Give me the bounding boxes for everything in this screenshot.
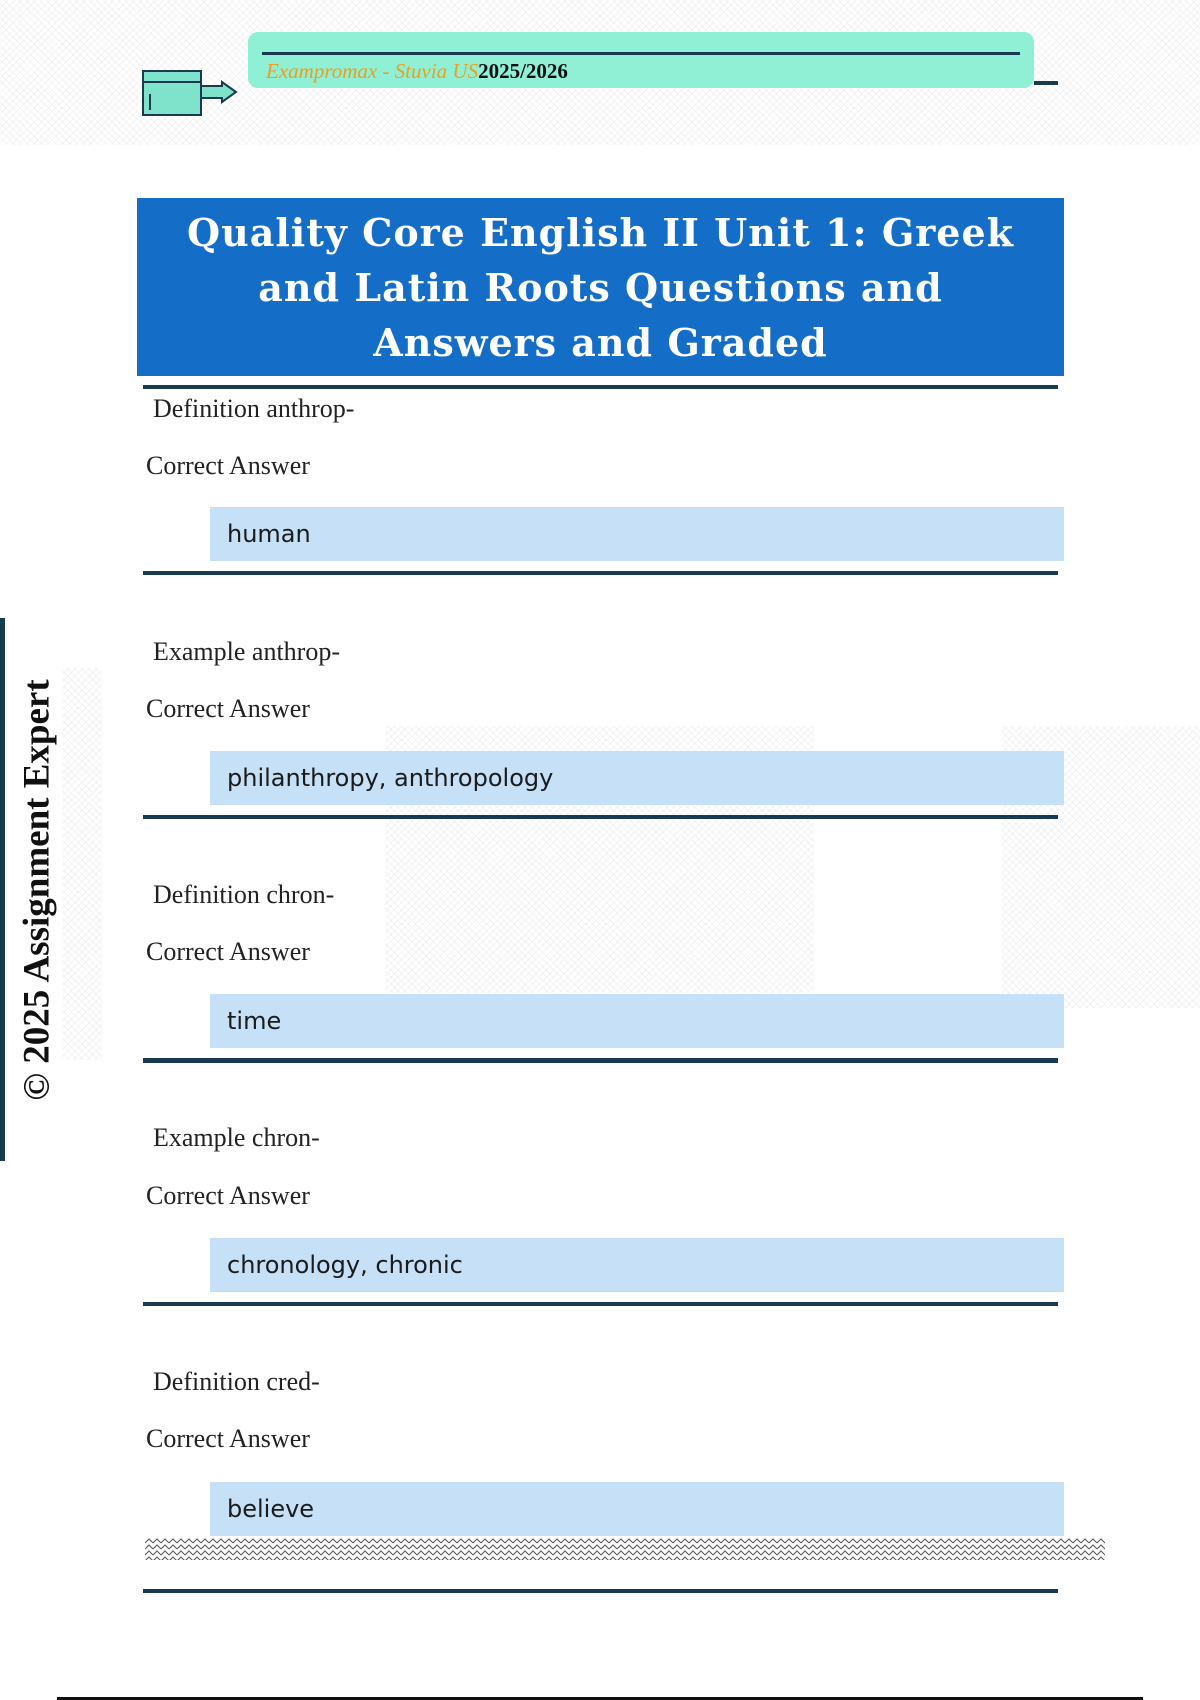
sidebar-accent-bar — [0, 618, 5, 1161]
section-divider — [143, 815, 1058, 819]
correct-answer-label: Correct Answer — [146, 451, 310, 480]
section-divider — [143, 1058, 1058, 1063]
header-divider — [262, 52, 1020, 55]
answer-text: time — [227, 1007, 282, 1035]
answer-box — [210, 507, 1064, 561]
question-label: Definition cred- — [153, 1367, 320, 1396]
answer-box — [210, 1482, 1064, 1536]
section-divider — [143, 1302, 1058, 1306]
header-text — [266, 58, 568, 84]
answer-text: chronology, chronic — [227, 1251, 463, 1279]
correct-answer-label: Correct Answer — [146, 1424, 310, 1453]
correct-answer-label: Correct Answer — [146, 1181, 310, 1210]
flag-icon — [142, 70, 238, 118]
section-divider — [143, 571, 1058, 575]
answer-box — [210, 1238, 1064, 1292]
decorative-zigzag-band — [145, 1538, 1105, 1560]
question-label: Example chron- — [153, 1123, 320, 1152]
section-divider — [143, 1589, 1058, 1593]
question-label: Definition chron- — [153, 880, 335, 909]
brand-name: Exampromax - Stuvia US — [266, 59, 479, 83]
correct-answer-label: Correct Answer — [146, 937, 310, 966]
academic-year: 2025/2026 — [478, 59, 568, 83]
section-divider — [143, 385, 1058, 389]
document-title-banner — [137, 198, 1064, 376]
question-label: Definition anthrop- — [153, 394, 355, 423]
answer-text: believe — [227, 1495, 315, 1523]
correct-answer-label: Correct Answer — [146, 694, 310, 723]
answer-text: human — [227, 520, 311, 548]
question-label: Example anthrop- — [153, 637, 340, 666]
header-divider-end — [1034, 81, 1058, 85]
answer-text: philanthropy, anthropology — [227, 764, 554, 792]
sidebar-watermark-strip — [62, 668, 102, 1060]
copyright-notice: © 2025 Assignment Expert — [16, 679, 58, 1101]
answer-box — [210, 751, 1064, 805]
answer-box — [210, 994, 1064, 1048]
document-title: Quality Core English II Unit 1: Greek and Latin Roots Questions and Answers and Graded — [186, 209, 1014, 365]
